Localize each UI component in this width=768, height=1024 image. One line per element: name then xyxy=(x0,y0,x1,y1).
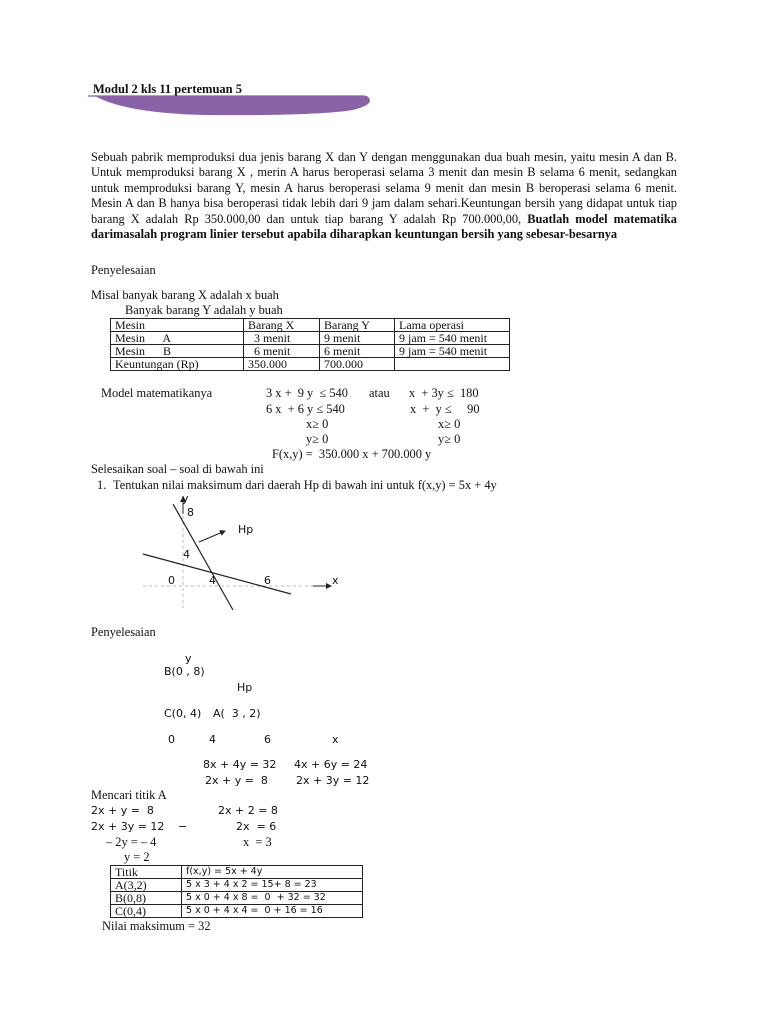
y-value: y = 2 xyxy=(124,850,150,864)
max-value: Nilai maksimum = 32 xyxy=(102,919,211,933)
problem-text: Sebuah pabrik memproduksi dua jenis barang X dan Y dengan menggunakan dua buah mesin, yaitu mesin A dan B. Untuk memproduksi barang X , merin A harus beroperasi selama 3 menit dan mesin B selama 6 menit, sedangkan untuk memproduksi barang Y, mesin A harus beroperasi selama 9 menit dan mesin B beroperasi selama 6 menit. Mesin A dan B hanya bisa beroperasi tidak lebih dari 9 jam dalam sehari.Keuntungan bersih yang didapat untuk tiap barang X adalah Rp 350.000,00 dan untuk tiap barang Y adalah Rp 700.000,00, xyxy=(91,150,677,226)
table-header-row xyxy=(111,319,510,332)
table-header-cell: Mesin xyxy=(111,319,244,332)
assume-y: Banyak barang Y adalah y buah xyxy=(125,303,283,317)
table-cell: C(0,4) xyxy=(111,905,182,918)
table-cell: 5 x 0 + 4 x 4 = 0 + 16 = 16 xyxy=(182,905,363,918)
line-1-equation: 8x + 4y = 32 xyxy=(203,758,277,771)
table-header-row xyxy=(111,866,363,879)
constraint-2-left: 6 x + 6 y ≤ 540 xyxy=(266,402,345,416)
graph1-hp-label: Hp xyxy=(238,523,254,536)
graph1-x6-label: 6 xyxy=(264,574,271,587)
constraint-4-right: y≥ 0 xyxy=(438,432,461,446)
graph1-origin-label: 0 xyxy=(168,574,175,587)
page-title: Modul 2 kls 11 pertemuan 5 xyxy=(93,82,242,96)
table-cell: 6 menit xyxy=(244,345,320,358)
table-cell: A(3,2) xyxy=(111,879,182,892)
table-row xyxy=(111,879,363,892)
header-swoosh xyxy=(95,96,370,115)
substitution-step-1: 2x + 2 = 8 xyxy=(218,804,278,817)
graph1-y4-label: 4 xyxy=(183,548,190,561)
elimination-eq-1: 2x + y = 8 xyxy=(91,804,154,817)
exercise-number: 1. xyxy=(97,478,107,492)
table-cell: 9 jam = 540 menit xyxy=(395,345,510,358)
table-cell: Keuntungan (Rp) xyxy=(111,358,244,371)
solution2-y-label: y xyxy=(185,652,192,665)
table-cell: 5 x 0 + 4 x 8 = 0 + 32 = 32 xyxy=(182,892,363,905)
table-row xyxy=(111,332,510,345)
exercise-intro: Selesaikan soal – soal di bawah ini xyxy=(91,462,264,476)
elimination-result: – 2y = – 4 xyxy=(106,835,157,849)
constraint-line-1 xyxy=(173,504,233,610)
constraint-3-right: x≥ 0 xyxy=(438,417,461,431)
find-a-heading: Mencari titik A xyxy=(91,788,167,802)
solution2-x-label: x xyxy=(332,733,339,746)
table-cell: 5 x 3 + 4 x 2 = 15+ 8 = 23 xyxy=(182,879,363,892)
line-2-simplified: 2x + 3y = 12 xyxy=(296,774,370,787)
table-cell: B(0,8) xyxy=(111,892,182,905)
table-cell: Mesin B xyxy=(111,345,244,358)
table-header-cell: f(x,y) = 5x + 4y xyxy=(182,866,363,879)
elimination-eq-2: 2x + 3y = 12 xyxy=(91,820,165,833)
table-row xyxy=(111,345,510,358)
x-value: x = 3 xyxy=(243,835,272,849)
table-cell xyxy=(395,358,510,371)
point-c-label: C(0, 4) xyxy=(164,707,202,720)
or-label: atau xyxy=(369,386,390,400)
model-label: Model matematikanya xyxy=(101,386,213,400)
problem-bold-text: Buatlah model matematika darimasalah program linier tersebut apabila diharapkan keuntungan bersih yang sebesar-besarnya xyxy=(91,211,677,242)
table-cell: 9 jam = 540 menit xyxy=(395,332,510,345)
machine-table xyxy=(110,318,510,371)
constraint-4-left: y≥ 0 xyxy=(306,432,329,446)
graph1-x4-label: 4 xyxy=(209,574,216,587)
solution-heading-1: Penyelesaian xyxy=(91,263,156,277)
table-cell: 350.000 xyxy=(244,358,320,371)
objective-function: F(x,y) = 350.000 x + 700.000 y xyxy=(272,447,432,461)
table-header-cell: Lama operasi xyxy=(395,319,510,332)
line-1-simplified: 2x + y = 8 xyxy=(205,774,268,787)
hp-arrow xyxy=(199,531,225,542)
line-2-equation: 4x + 6y = 24 xyxy=(294,758,368,771)
substitution-step-2: 2x = 6 xyxy=(236,820,277,833)
table-row xyxy=(111,358,510,371)
table-cell: 6 menit xyxy=(320,345,395,358)
constraint-2-right: x + y ≤ 90 xyxy=(410,402,480,416)
table-header-cell: Barang Y xyxy=(320,319,395,332)
graph1-y8-label: 8 xyxy=(187,506,194,519)
minus-sign: − xyxy=(178,820,188,833)
results-table xyxy=(110,865,363,918)
table-row xyxy=(111,905,363,918)
solution2-x0-label: 0 xyxy=(168,733,175,746)
graph1-y-label: y xyxy=(182,492,189,505)
graph1-x-label: x xyxy=(332,574,339,587)
table-header-cell: Barang X xyxy=(244,319,320,332)
table-row xyxy=(111,892,363,905)
table-cell: 3 menit xyxy=(244,332,320,345)
constraint-1-right: x + 3y ≤ 180 xyxy=(409,386,479,400)
solution-heading-2: Penyelesaian xyxy=(91,625,156,639)
exercise-question: Tentukan nilai maksimum dari daerah Hp di bawah ini untuk f(x,y) = 5x + 4y xyxy=(113,478,497,492)
assume-x: Misal banyak barang X adalah x buah xyxy=(91,288,279,302)
table-cell: Mesin A xyxy=(111,332,244,345)
point-a-label: A( 3 , 2) xyxy=(213,707,261,720)
table-cell: 9 menit xyxy=(320,332,395,345)
solution2-x6-label: 6 xyxy=(264,733,271,746)
solution2-x4-label: 4 xyxy=(209,733,216,746)
table-cell: 700.000 xyxy=(320,358,395,371)
point-b-label: B(0 , 8) xyxy=(164,665,205,678)
constraint-3-left: x≥ 0 xyxy=(306,417,329,431)
feasible-region-graph xyxy=(135,490,345,615)
problem-paragraph xyxy=(91,150,677,242)
solution2-hp-label: Hp xyxy=(237,681,253,694)
constraint-1-left: 3 x + 9 y ≤ 540 xyxy=(266,386,348,400)
table-header-cell: Titik xyxy=(111,866,182,879)
